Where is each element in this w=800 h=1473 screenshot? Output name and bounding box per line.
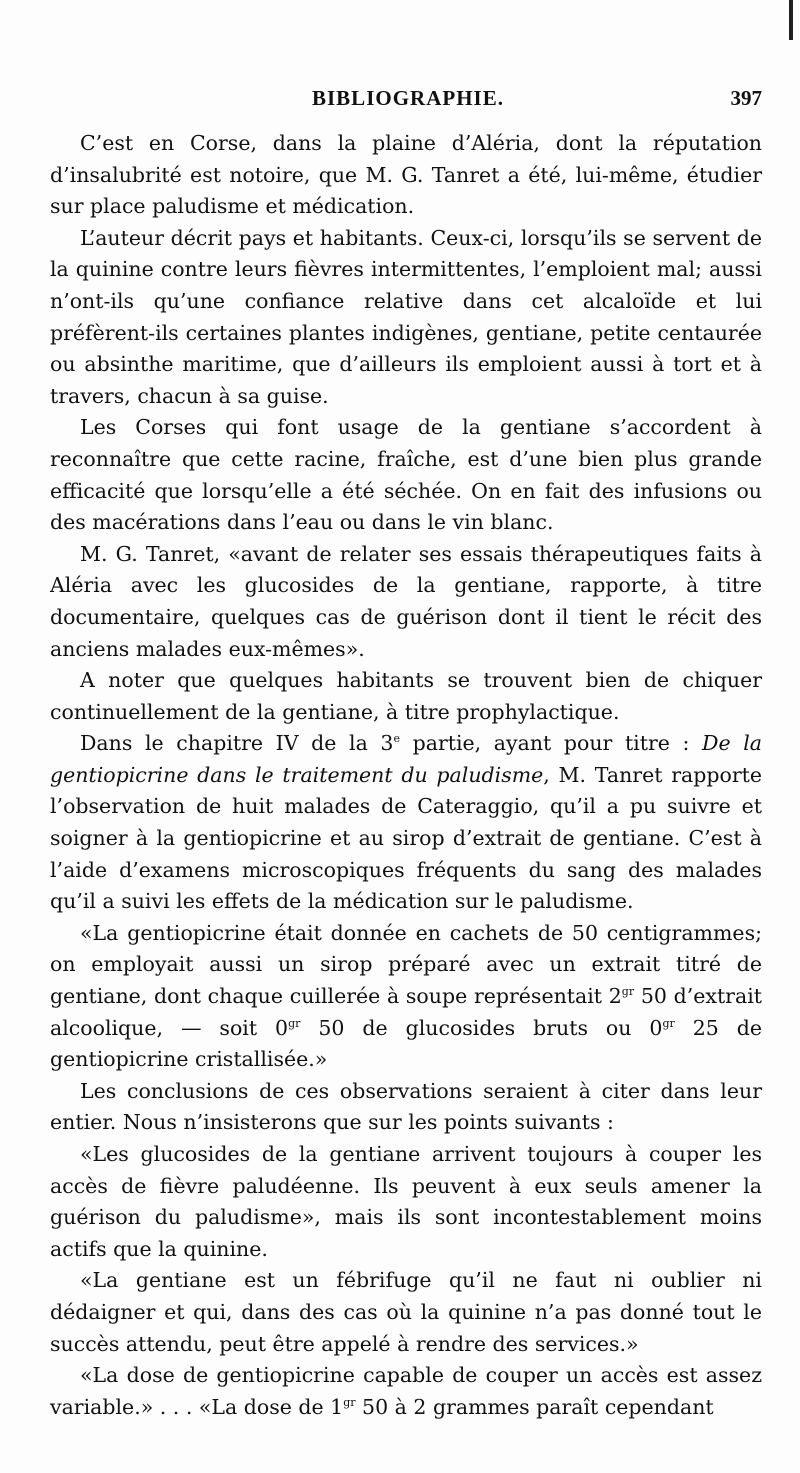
paragraph-conclusions: Les conclusions de ces observations seraient à citer dans leur entier. Nous n’insisterons que sur les points suivants :	[50, 1078, 762, 1135]
paragraph-glucosides: «Les glucosides de la gentiane arrivent toujours à couper les accès de fièvre paludéenne. Ils peuvent à eux seuls amener la guérison du paludisme», mais ils sont incontestablement moins actifs que la quinine.	[50, 1142, 762, 1261]
cachets-sup-1: gr	[621, 985, 635, 999]
chapitre-text-a: Dans le chapitre IV de la 3	[80, 731, 394, 756]
chapitre-superscript: e	[393, 732, 400, 746]
chapitre-text-b: partie, ayant pour titre :	[399, 731, 703, 756]
paragraph-corse: C’est en Corse, dans la plaine d’Aléria, dont la réputation d’insalubrité est notoire, que M. G. Tanret a été, lui-même, étudier sur place paludisme et médication.	[50, 131, 762, 219]
body-text	[50, 128, 762, 1423]
dose-text-1: «La dose de gentiopicrine capable de couper un accès est assez variable.» . . . «La dose de 1	[50, 1363, 762, 1419]
paragraph-auteur: L’auteur décrit pays et habitants. Ceux-ci, lorsqu’ils se servent de la quinine contre leurs fièvres intermittentes, l’emploient mal; aussi n’ont-ils qu’une confiance relative dans cet alcaloïde et lui préfèrent-ils certaines plantes indigènes, gentiane, petite centaurée ou absinthe maritime, que d’ailleurs ils emploient aussi à tort et à travers, chacun à sa guise.	[50, 225, 762, 408]
paragraph-febrifuge: «La gentiane est un fébrifuge qu’il ne faut ni oublier ni dédaigner et qui, dans des cas où la quinine n’a pas donné tout le succès attendu, peut être appelé à rendre des services.»	[50, 1268, 762, 1356]
cachets-sup-3: gr	[662, 1016, 675, 1030]
paragraph-dose	[50, 1360, 762, 1423]
paragraph-cachets	[50, 918, 762, 1076]
dose-sup: gr	[343, 1395, 356, 1409]
scan-edge-mark	[789, 0, 793, 40]
cachets-text-2: 50 d’extrait alcoolique, — soit 0	[50, 984, 762, 1040]
page-header	[50, 86, 762, 116]
paragraph-chapitre	[50, 728, 762, 918]
cachets-text-1: «La gentiopicrine était donnée en cachets de 50 centigrammes; on employait aussi un sirop préparé avec un extrait titré de gentiane, dont chaque cuillerée à soupe représentait 2	[50, 920, 762, 1009]
paragraph-chiquer: A noter que quelques habitants se trouvent bien de chiquer continuellement de la gentiane, à titre prophylactique.	[50, 668, 762, 724]
chapitre-italic-title: De la gentiopicrine dans le traitement du paludisme	[50, 731, 762, 787]
cachets-sup-2: gr	[288, 1016, 301, 1030]
running-head: BIBLIOGRAPHIE.	[312, 86, 504, 110]
paragraph-tanret-essais: M. G. Tanret, «avant de relater ses essais thérapeutiques faits à Aléria avec les glucosides de la gentiane, rapporte, à titre documentaire, quelques cas de guérison dont il tient le récit des anciens malades eux-mêmes».	[50, 541, 762, 661]
dose-text-2: 50 à 2 grammes paraît cependant	[355, 1394, 714, 1419]
page-number: 397	[730, 86, 762, 110]
chapitre-text-c: , M. Tanret rapporte l’observation de huit malades de Cateraggio, qu’il a pu suivre et soigner à la gentiopicrine et au sirop d’extrait de gentiane. C’est à l’aide d’examens microscopiques fréquents du sang des malades qu’il a suivi les effets de la médication sur le paludisme.	[50, 762, 762, 914]
paragraph-corses-gentiane: Les Corses qui font usage de la gentiane s’accordent à reconnaître que cette racine, fraîche, est d’une bien plus grande efficacité que lorsqu’elle a été séchée. On en fait des infusions ou des macérations dans l’eau ou dans le vin blanc.	[50, 415, 762, 535]
cachets-text-4: 25 de gentiopicrine cristallisée.»	[50, 1015, 763, 1072]
cachets-text-3: 50 de glucosides bruts ou 0	[300, 1015, 663, 1040]
